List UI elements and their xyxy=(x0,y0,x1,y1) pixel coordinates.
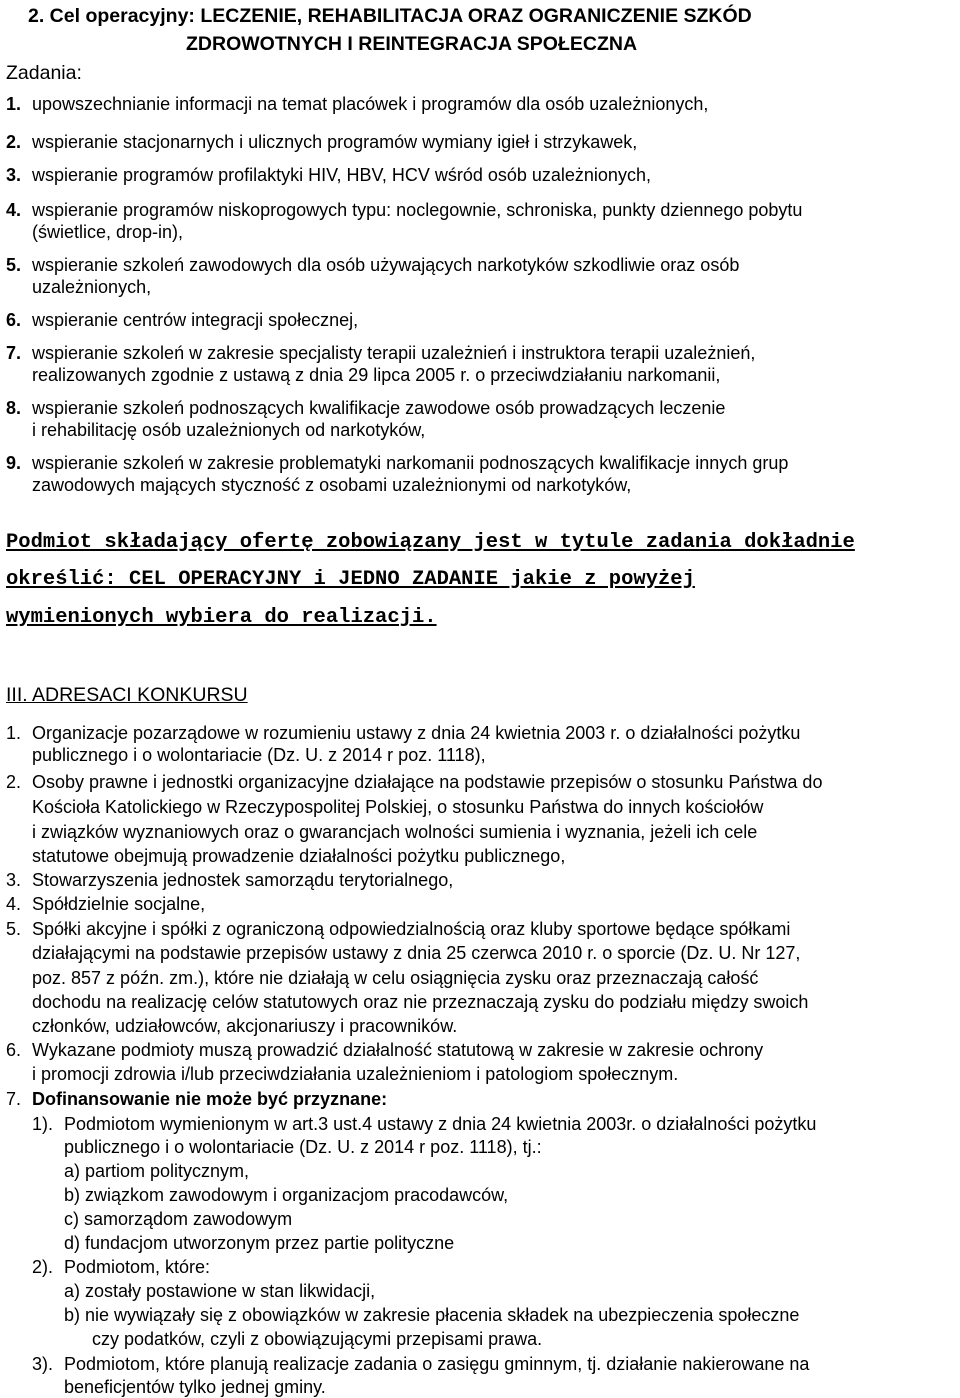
item-number: 2. xyxy=(6,772,22,792)
task-text: wspieranie centrów integracji społecznej, xyxy=(32,310,359,330)
item-text: Spółki akcyjne i spółki z ograniczoną odpowiedzialnością oraz kluby sportowe będące spółkami xyxy=(32,919,791,939)
item-text: i związków wyznaniowych oraz o gwarancjach wolności sumienia i wyznania, jeżeli ich cele xyxy=(32,822,758,842)
exclusion-subitem: a) partiom politycznym, xyxy=(64,1161,250,1181)
goal-heading-line2: ZDROWOTNYCH I REINTEGRACJA SPOŁECZNA xyxy=(186,33,638,55)
item-text: Wykazane podmioty muszą prowadzić działalność statutową w zakresie w zakresie ochrony xyxy=(32,1040,764,1060)
task-text: zawodowych mających styczność z osobami uzależnionymi od narkotyków, xyxy=(32,475,632,495)
task-text: wspieranie programów niskoprogowych typu: noclegownie, schroniska, punkty dziennego pobytu xyxy=(32,200,803,220)
item-text: Dofinansowanie nie może być przyznane: xyxy=(32,1089,388,1109)
item-number: 4. xyxy=(6,894,22,914)
item-text: statutowe obejmują prowadzenie działalności pożytku publicznego, xyxy=(32,846,566,866)
exclusion-subitem: czy podatków, czyli z obowiązującymi przepisami prawa. xyxy=(92,1329,543,1349)
task-text: wspieranie szkoleń podnoszących kwalifikacje zawodowe osób prowadzących leczenie xyxy=(32,398,726,418)
tasks-label: Zadania: xyxy=(6,62,82,84)
exclusion-number: 2). xyxy=(32,1257,54,1277)
item-text: Stowarzyszenia jednostek samorządu terytorialnego, xyxy=(32,870,454,890)
task-number: 7. xyxy=(6,343,22,363)
exclusion-subitem: b) związkom zawodowym i organizacjom pracodawców, xyxy=(64,1185,509,1205)
item-text: dochodu na realizację celów statutowych oraz nie przeznaczają zysku do podziału między swoich xyxy=(32,992,809,1012)
item-number: 7. xyxy=(6,1089,22,1109)
notice-line: Podmiot składający ofertę zobowiązany jest w tytule zadania dokładnie xyxy=(6,531,855,554)
notice-line: wymienionych wybiera do realizacji. xyxy=(6,606,437,629)
item-text: członków, udziałowców, akcjonariuszy i pracowników. xyxy=(32,1016,458,1036)
item-text: Organizacje pozarządowe w rozumieniu ustawy z dnia 24 kwietnia 2003 r. o działalności pożytku xyxy=(32,723,801,743)
exclusion-subitem: a) zostały postawione w stan likwidacji, xyxy=(64,1281,376,1301)
task-text: (świetlice, drop-in), xyxy=(32,222,184,242)
task-text: wspieranie programów profilaktyki HIV, HBV, HCV wśród osób uzależnionych, xyxy=(32,165,651,185)
task-number: 8. xyxy=(6,398,22,418)
exclusion-number: 1). xyxy=(32,1114,54,1134)
task-text: wspieranie stacjonarnych i ulicznych programów wymiany igieł i strzykawek, xyxy=(32,132,638,152)
item-number: 1. xyxy=(6,723,22,743)
exclusion-text: Podmiotom, które planują realizacje zadania o zasięgu gminnym, tj. działanie nakierowane na xyxy=(64,1354,810,1374)
exclusion-subitem: d) fundacjom utworzonym przez partie polityczne xyxy=(64,1233,455,1253)
task-number: 3. xyxy=(6,165,22,185)
item-number: 3. xyxy=(6,870,22,890)
goal-heading-line1: 2. Cel operacyjny: LECZENIE, REHABILITACJA ORAZ OGRANICZENIE SZKÓD xyxy=(28,5,752,27)
exclusion-subitem: c) samorządom zawodowym xyxy=(64,1209,293,1229)
item-number: 5. xyxy=(6,919,22,939)
item-text: Spółdzielnie socjalne, xyxy=(32,894,206,914)
task-number: 6. xyxy=(6,310,22,330)
item-text: publicznego i o wolontariacie (Dz. U. z 2014 r poz. 1118), xyxy=(32,745,486,765)
task-text: realizowanych zgodnie z ustawą z dnia 29 lipca 2005 r. o przeciwdziałaniu narkomanii, xyxy=(32,365,721,385)
task-text: wspieranie szkoleń zawodowych dla osób używających narkotyków szkodliwie oraz osób xyxy=(32,255,740,275)
task-text: upowszechnianie informacji na temat placówek i programów dla osób uzależnionych, xyxy=(32,94,709,114)
task-text: i rehabilitację osób uzależnionych od narkotyków, xyxy=(32,420,426,440)
task-text: wspieranie szkoleń w zakresie problematyki narkomanii podnoszących kwalifikacje innych grup xyxy=(32,453,789,473)
exclusion-text: Podmiotom wymienionym w art.3 ust.4 ustawy z dnia 24 kwietnia 2003r. o działalności pożytku xyxy=(64,1114,817,1134)
exclusion-text: publicznego i o wolontariacie (Dz. U. z 2014 r poz. 1118), tj.: xyxy=(64,1137,542,1157)
task-number: 1. xyxy=(6,94,22,114)
item-text: Kościoła Katolickiego w Rzeczypospolitej Polskiej, o stosunku Państwa do innych kościołów xyxy=(32,797,764,817)
item-text: poz. 857 z późn. zm.), które nie działają w celu osiągnięcia zysku oraz przeznaczają całość xyxy=(32,968,759,988)
exclusion-text: beneficjentów tylko jednej gminy. xyxy=(64,1377,326,1397)
task-text: uzależnionych, xyxy=(32,277,152,297)
item-number: 6. xyxy=(6,1040,22,1060)
item-text: Osoby prawne i jednostki organizacyjne działające na podstawie przepisów o stosunku Państwa do xyxy=(32,772,823,792)
item-text: i promocji zdrowia i/lub przeciwdziałania uzależnieniom i patologiom społecznym. xyxy=(32,1064,679,1084)
item-text: działającymi na podstawie przepisów ustawy z dnia 25 czerwca 2010 r. o sporcie (Dz. U. Nr 127, xyxy=(32,943,801,963)
exclusion-subitem: b) nie wywiązały się z obowiązków w zakresie płacenia składek na ubezpieczenia społeczne xyxy=(64,1305,800,1325)
task-number: 4. xyxy=(6,200,22,220)
task-number: 2. xyxy=(6,132,22,152)
task-number: 9. xyxy=(6,453,22,473)
exclusion-number: 3). xyxy=(32,1354,54,1374)
task-text: wspieranie szkoleń w zakresie specjalisty terapii uzależnień i instruktora terapii uzależnień, xyxy=(32,343,756,363)
notice-line: określić: CEL OPERACYJNY i JEDNO ZADANIE jakie z powyżej xyxy=(6,568,695,591)
exclusion-text: Podmiotom, które: xyxy=(64,1257,211,1277)
task-number: 5. xyxy=(6,255,22,275)
section-title: III. ADRESACI KONKURSU xyxy=(6,684,248,706)
